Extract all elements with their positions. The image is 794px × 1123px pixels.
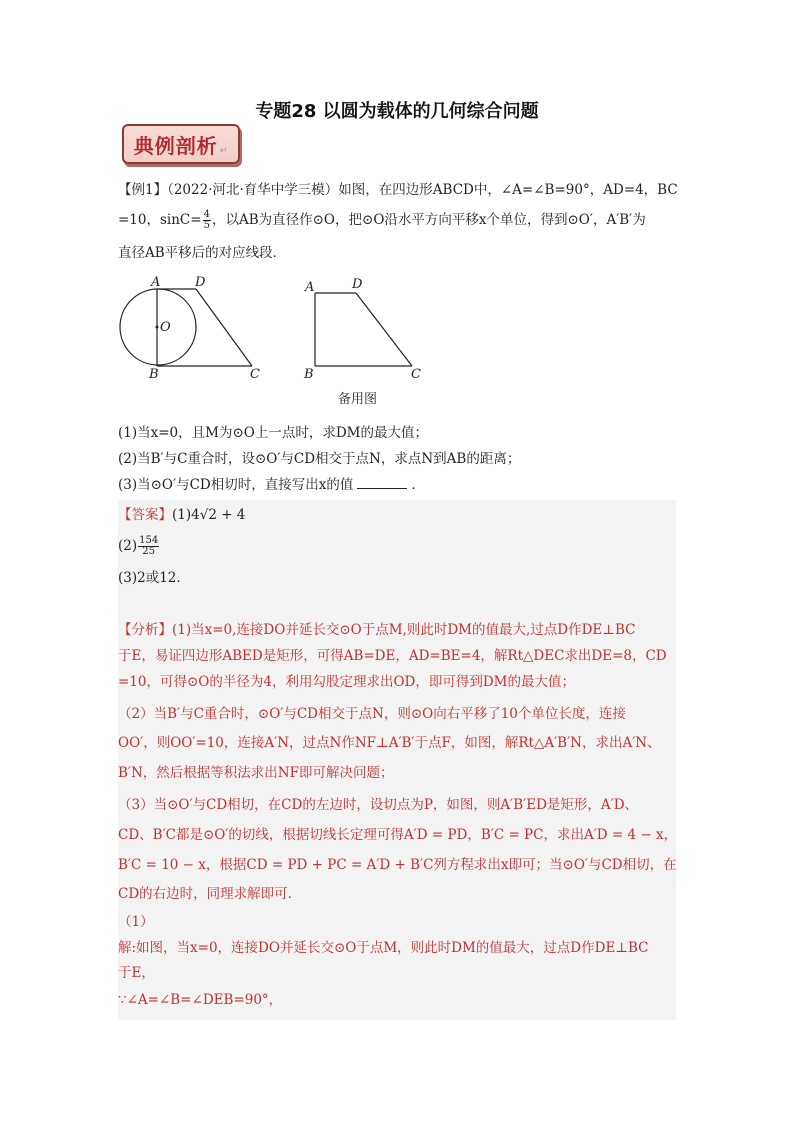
answer-2-numerator: 154 [139, 535, 159, 546]
answer-1: (1)4√2 + 4 [172, 507, 246, 523]
label-c: C [250, 367, 260, 382]
section-badge-label: 典例剖析 [133, 133, 218, 158]
solution-line-4: ∵∠A=∠B=∠DEB=90°， [118, 992, 283, 1008]
segment-dc-spare [356, 293, 412, 366]
example-line-2-b: ，以AB为直径作⊙O，把⊙O沿水平方向平移x个单位，得到⊙O′，A′B′为 [211, 212, 646, 228]
page-title: 专题28 以圆为载体的几何综合问题 [255, 101, 539, 122]
label-o: O [160, 320, 171, 335]
example-line-1: 【例1】（2022·河北·育华中学三模）如图，在四边形ABCD中，∠A=∠B=90°，AD=4，BC [118, 182, 678, 198]
label-b-spare: B [304, 367, 314, 382]
answer-blank [357, 476, 407, 489]
paragraph-mark-icon: ↵ [219, 146, 229, 156]
answer-2-denominator: 25 [142, 546, 156, 557]
solution-line-3: 于E， [118, 965, 155, 981]
solution-line-2: 解:如图，当x=0，连接DO并延长交⊙O于点M，则此时DM的值最大，过点D作DE⊥BC [118, 940, 649, 956]
analysis-line-6: B′N，然后根据等积法求出NF即可解决问题； [118, 765, 394, 781]
answer-2-prefix: (2) [118, 538, 138, 554]
analysis-line-8: CD、B′C都是⊙O′的切线，根据切线长定理可得A′D = PD，B′C = PC，求出A′D = 4 − x， [118, 827, 678, 843]
figure-caption: 备用图 [338, 392, 378, 407]
main-figure [120, 289, 252, 366]
analysis-line-9: B′C = 10 − x，根据CD = PD + PC = A′D + B′C列方程求出x即可；当⊙O′与CD相切，在 [118, 857, 677, 873]
answer-line-3: (3)2或12． [118, 570, 190, 586]
label-d: D [195, 275, 206, 290]
analysis-line-1: 【分析】(1)当x=0,连接DO并延长交⊙O于点M,则此时DM的值最大,过点D作DE⊥BC [118, 622, 636, 638]
fraction-denominator: 5 [203, 220, 210, 231]
analysis-line-3: =10，可得⊙O的半径为4，利用勾股定理求出OD，即可得到DM的最大值； [118, 674, 575, 690]
label-b: B [149, 367, 159, 382]
analysis-line-2: 于E，易证四边形ABED是矩形，可得AB=DE，AD=BE=4，解Rt△DEC求出DE=8，CD [118, 648, 667, 664]
answer-2-fraction [138, 536, 159, 557]
answer-line-2 [118, 536, 678, 557]
fraction-numerator: 4 [203, 209, 210, 220]
label-d-spare: D [352, 277, 363, 292]
spare-figure [315, 293, 412, 366]
label-a: A [151, 275, 161, 290]
answer-line-1 [118, 505, 678, 525]
answer-label: 【答案】 [118, 507, 172, 523]
question-3-text: (3)当⊙O′与CD相切时，直接写出x的值 [118, 477, 354, 493]
example-line-2-a: =10，sinC= [118, 212, 202, 228]
label-a-spare: A [305, 280, 315, 295]
question-3-end: ． [411, 477, 425, 493]
analysis-line-7: （3）当⊙O′与CD相切，在CD的左边时，设切点为P，如图，则A′B′ED是矩形，A′D、 [118, 797, 639, 813]
center-point [156, 326, 159, 329]
analysis-line-5: OO′，则OO′=10，连接A′N，过点N作NF⊥A′B′于点F，如图，解Rt△A′B′N，求出A′N、 [118, 735, 661, 751]
question-2: (2)当B′与C重合时，设⊙O′与CD相交于点N，求点N到AB的距离； [118, 451, 521, 467]
segment-dc [196, 289, 252, 366]
question-3 [118, 475, 678, 495]
solution-line-1: （1） [118, 914, 154, 930]
analysis-line-10: CD的右边时，同理求解即可． [118, 886, 302, 902]
label-c-spare: C [411, 367, 421, 382]
question-1: (1)当x=0，且M为⊙O上一点时，求DM的最大值； [118, 425, 428, 441]
example-line-3: 直径AB平移后的对应线段． [118, 245, 287, 261]
analysis-line-4: （2）当B′与C重合时，⊙O′与CD相交于点N，则⊙O向右平移了10个单位长度，连接 [118, 706, 626, 722]
